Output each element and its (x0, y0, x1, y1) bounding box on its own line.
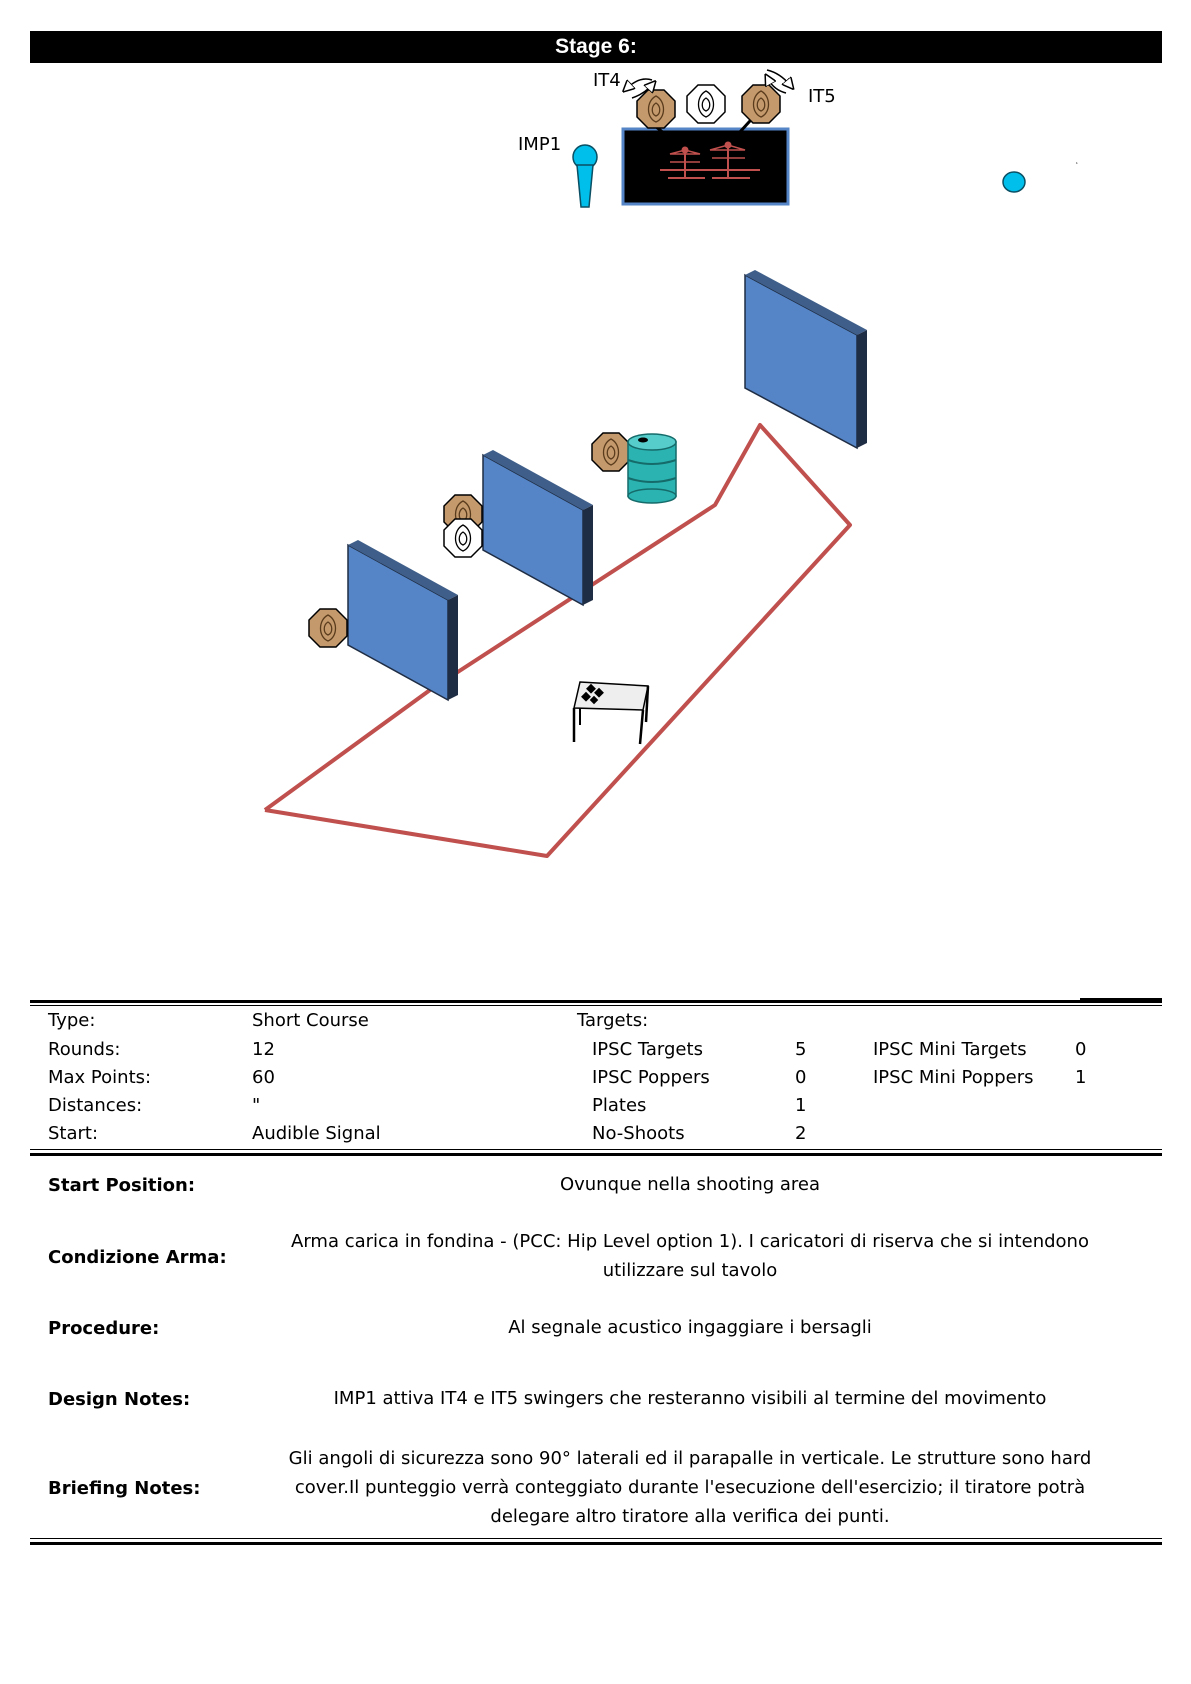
ipsc-target-3 (592, 433, 630, 471)
mini-poppers-value: 1 (1075, 1067, 1087, 1088)
top-right-mark (1080, 998, 1162, 1000)
start-value: Audible Signal (252, 1123, 381, 1144)
distances-label: Distances: (48, 1095, 143, 1116)
table (574, 682, 648, 744)
max-points-label: Max Points: (48, 1067, 152, 1088)
ipsc-targets-value: 5 (795, 1039, 807, 1060)
it4-swinger-target (637, 90, 675, 128)
distances-value: " (252, 1095, 261, 1116)
targets-label: Targets: (577, 1010, 649, 1031)
mini-targets-label: IPSC Mini Targets (873, 1039, 1027, 1060)
wall-left (348, 540, 458, 700)
it4-label: IT4 (593, 70, 621, 91)
ipsc-poppers-value: 0 (795, 1067, 807, 1088)
mini-popper (1003, 172, 1025, 192)
stage-title: Stage 6: (30, 31, 1162, 63)
condizione-line-1: Arma carica in fondina - (PCC: Hip Level option 1). I caricatori di riserva che si intendono (291, 1231, 1089, 1252)
briefing-line-2: cover.Il punteggio verrà conteggiato durante l'esecuzione dell'esercizio; il tiratore potrà (294, 1477, 1086, 1498)
ipsc-targets-label: IPSC Targets (592, 1039, 703, 1060)
imp1-popper (573, 145, 597, 207)
start-position-text: Ovunque nella shooting area (559, 1174, 821, 1195)
start-label: Start: (48, 1123, 99, 1144)
ipsc-poppers-label: IPSC Poppers (592, 1067, 710, 1088)
briefing-line-1: Gli angoli di sicurezza sono 90° laterali ed il parapalle in verticale. Le strutture sono hard (288, 1448, 1092, 1469)
condizione-line-2: utilizzare sul tavolo (602, 1260, 778, 1281)
briefing-notes-label: Briefing Notes: (48, 1478, 201, 1499)
imp1-label: IMP1 (518, 134, 562, 155)
no-shoots-label: No-Shoots (592, 1123, 685, 1144)
it4-swing-arrow (627, 79, 652, 88)
tick-mark: ‘ (1076, 161, 1078, 170)
type-value: Short Course (252, 1010, 369, 1031)
no-shoot-1 (444, 519, 482, 557)
plates-value: 1 (795, 1095, 807, 1116)
it5-label: IT5 (808, 86, 836, 107)
procedure-text: Al segnale acustico ingaggiare i bersagli (508, 1317, 872, 1338)
plates-label: Plates (592, 1095, 647, 1116)
barrel (628, 434, 676, 503)
procedure-label: Procedure: (48, 1318, 160, 1339)
max-points-value: 60 (252, 1067, 275, 1088)
wall-middle (483, 450, 593, 605)
stage-diagram (0, 63, 1191, 963)
rounds-value: 12 (252, 1039, 275, 1060)
type-label: Type: (48, 1010, 96, 1031)
it5-swinger-target (742, 85, 780, 123)
design-notes-label: Design Notes: (48, 1389, 191, 1410)
design-notes-text: IMP1 attiva IT4 e IT5 swingers che resteranno visibili al termine del movimento (333, 1388, 1047, 1409)
briefing-line-3: delegare altro tiratore alla verifica dei punti. (490, 1506, 890, 1527)
no-shoot-2 (687, 85, 725, 123)
mini-targets-value: 0 (1075, 1039, 1087, 1060)
ipsc-target-1 (309, 609, 347, 647)
start-position-label: Start Position: (48, 1175, 196, 1196)
condizione-label: Condizione Arma: (48, 1247, 227, 1268)
no-shoots-value: 2 (795, 1123, 807, 1144)
rounds-label: Rounds: (48, 1039, 121, 1060)
mini-poppers-label: IPSC Mini Poppers (873, 1067, 1034, 1088)
wall-right (745, 270, 867, 448)
